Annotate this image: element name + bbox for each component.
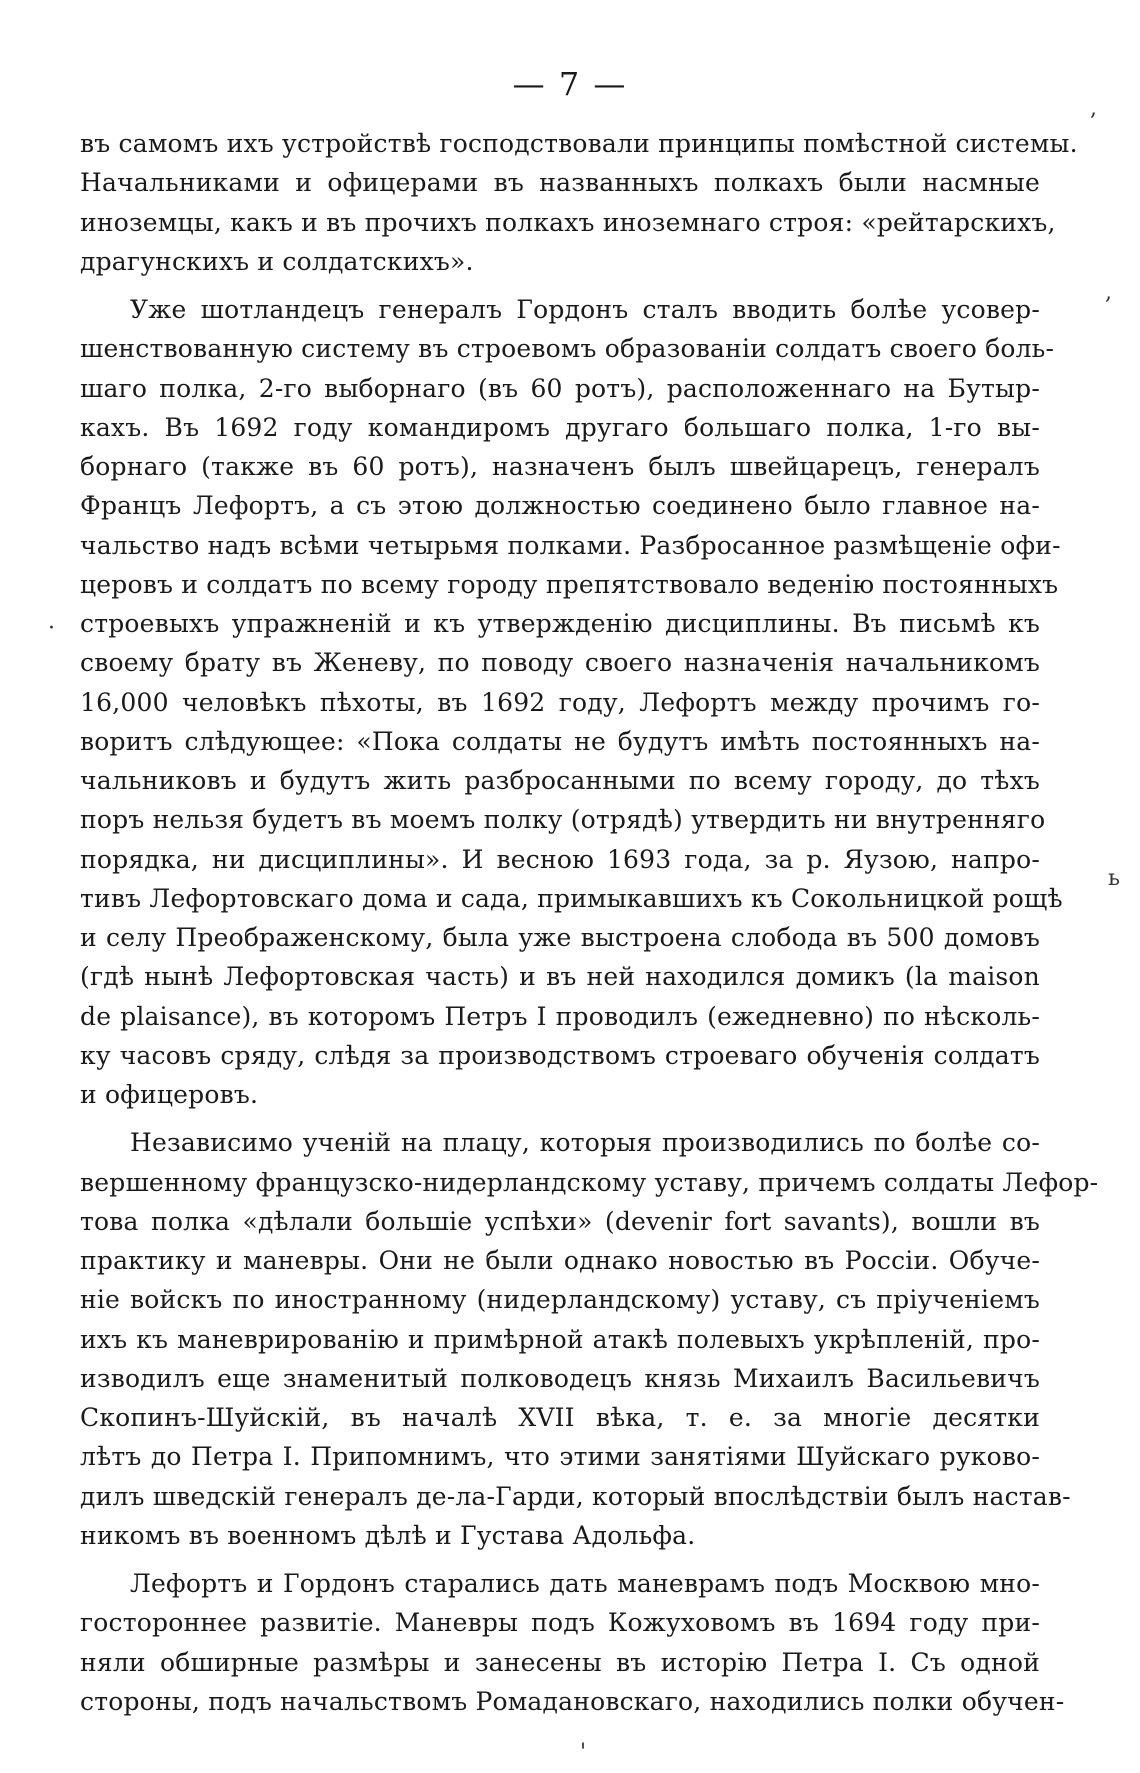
- text-line: гостороннее развитіе. Маневры подъ Кожуховомъ въ 1694 году при-: [80, 1608, 1040, 1638]
- text-line: вершенному французско-нидерландскому уставу, причемъ солдаты Лефор-: [80, 1167, 1099, 1197]
- text-line: въ самомъ ихъ устройствѣ господствовали принципы помѣстной системы.: [80, 129, 1078, 158]
- text-line: шаго полка, 2-го выборнаго (въ 60 ротъ), расположеннаго на Бутыр-: [80, 373, 1040, 403]
- text-line: de plaisance), въ которомъ Петръ I проводилъ (ежедневно) по нѣсколь-: [80, 1001, 1040, 1031]
- text-line: практику и маневры. Они не были однако новостью въ Россіи. Обуче-: [80, 1246, 1040, 1275]
- text-line: дилъ шведскій генералъ де-ла-Гарди, который впослѣдствіи былъ настав-: [80, 1481, 1071, 1511]
- text-line: Францъ Лефортъ, а съ этою должностью соединено было главное на-: [80, 491, 1040, 521]
- text-line: и селу Преображенскому, была уже выстроена слобода въ 500 домовъ: [80, 923, 1040, 952]
- text-line: Независимо ученій на плацу, которыя производились по болѣе со-: [130, 1128, 1040, 1158]
- paragraph-2: [80, 290, 1063, 1114]
- paragraph-1: [80, 124, 1078, 281]
- scan-speck: ь: [1108, 866, 1120, 891]
- text-line: борнаго (также въ 60 ротъ), назначенъ былъ швейцарецъ, генералъ: [80, 452, 1040, 481]
- text-line: Лефортъ и Гордонъ старались дать маневрамъ подъ Москвою мно-: [130, 1569, 1040, 1598]
- text-line: 16,000 человѣкъ пѣхоты, въ 1692 году, Лефортъ между прочимъ го-: [80, 687, 1040, 717]
- text-line: строевыхъ упражненій и къ утвержденію дисциплины. Въ письмѣ къ: [80, 609, 1040, 638]
- text-line: церовъ и солдатъ по всему городу препятствовало веденію постоянныхъ: [80, 569, 1059, 599]
- text-line: Уже шотландецъ генералъ Гордонъ сталъ вводить болѣе усовер-: [130, 295, 1040, 324]
- scan-speck: ': [580, 1740, 587, 1765]
- scan-speck: ·: [48, 616, 55, 641]
- text-line: иноземцы, какъ и въ прочихъ полкахъ иноземнаго строя: «рейтарскихъ,: [80, 207, 1056, 237]
- text-line: никомъ въ военномъ дѣлѣ и Густава Адольфа.: [80, 1520, 696, 1550]
- text-line: ніе войскъ по иностранному (нидерландскому) уставу, съ пріученіемъ: [80, 1285, 1040, 1315]
- text-line: шенствованную систему въ строевомъ образованіи солдатъ своего боль-: [80, 334, 1055, 364]
- text-line: порядка, ни дисциплины». И весною 1693 года, за р. Яузою, напро-: [80, 844, 1040, 874]
- text-line: няли обширные размѣры и занесены въ исторію Петра I. Съ одной: [80, 1647, 1040, 1677]
- scan-speck: ,: [1090, 96, 1097, 121]
- scan-speck: ,: [1105, 280, 1112, 305]
- text-line: изводилъ еще знаменитый полководецъ князь Михаилъ Васильевичъ: [80, 1363, 1040, 1393]
- text-line: драгунскихъ и солдатскихъ».: [80, 246, 474, 276]
- body-text: [80, 124, 1099, 1721]
- text-line: Скопинъ-Шуйскій, въ началѣ XVII вѣка, т. е. за многіе десятки: [80, 1403, 1040, 1432]
- text-line: тивъ Лефортовскаго дома и сада, примыкавшихъ къ Сокольницкой рощѣ: [80, 883, 1063, 913]
- text-line: стороны, подъ начальствомъ Ромадановскаго, находились полки обучен-: [80, 1686, 1065, 1716]
- text-line: ихъ къ маневрированію и примѣрной атакѣ полевыхъ укрѣпленій, про-: [80, 1324, 1040, 1354]
- text-line: Начальниками и офицерами въ названныхъ полкахъ были насмные: [80, 168, 1040, 198]
- text-line: чальство надъ всѣми четырьмя полками. Разбросанное размѣщеніе офи-: [80, 530, 1061, 560]
- text-line: лѣтъ до Петра I. Припомнимъ, что этими занятіями Шуйскаго руково-: [80, 1442, 1040, 1472]
- text-line: воритъ слѣдующее: «Пока солдаты не будутъ имѣть постоянныхъ на-: [80, 726, 1040, 756]
- text-line: поръ нельзя будетъ въ моемъ полку (отрядѣ) утвердить ни внутренняго: [80, 805, 1046, 835]
- text-line: чальниковъ и будутъ жить разбросанными по всему городу, до тѣхъ: [80, 766, 1040, 795]
- text-line: ку часовъ сряду, слѣдя за производствомъ строеваго обученія солдатъ: [80, 1040, 1040, 1070]
- text-line: и офицеровъ.: [80, 1080, 259, 1109]
- page-number: — 7 —: [512, 65, 628, 103]
- text-line: това полка «дѣлали большіе успѣхи» (devenir fort savants), вошли въ: [80, 1206, 1040, 1236]
- paragraph-4: [80, 1564, 1065, 1721]
- text-line: своему брату въ Женеву, по поводу своего назначенія начальникомъ: [80, 648, 1040, 678]
- text-line: кахъ. Въ 1692 году командиромъ другаго большаго полка, 1-го вы-: [80, 412, 1040, 442]
- text-line: (гдѣ нынѣ Лефортовская часть) и въ ней находился домикъ (la maison: [80, 962, 1040, 992]
- paragraph-3: [80, 1123, 1099, 1555]
